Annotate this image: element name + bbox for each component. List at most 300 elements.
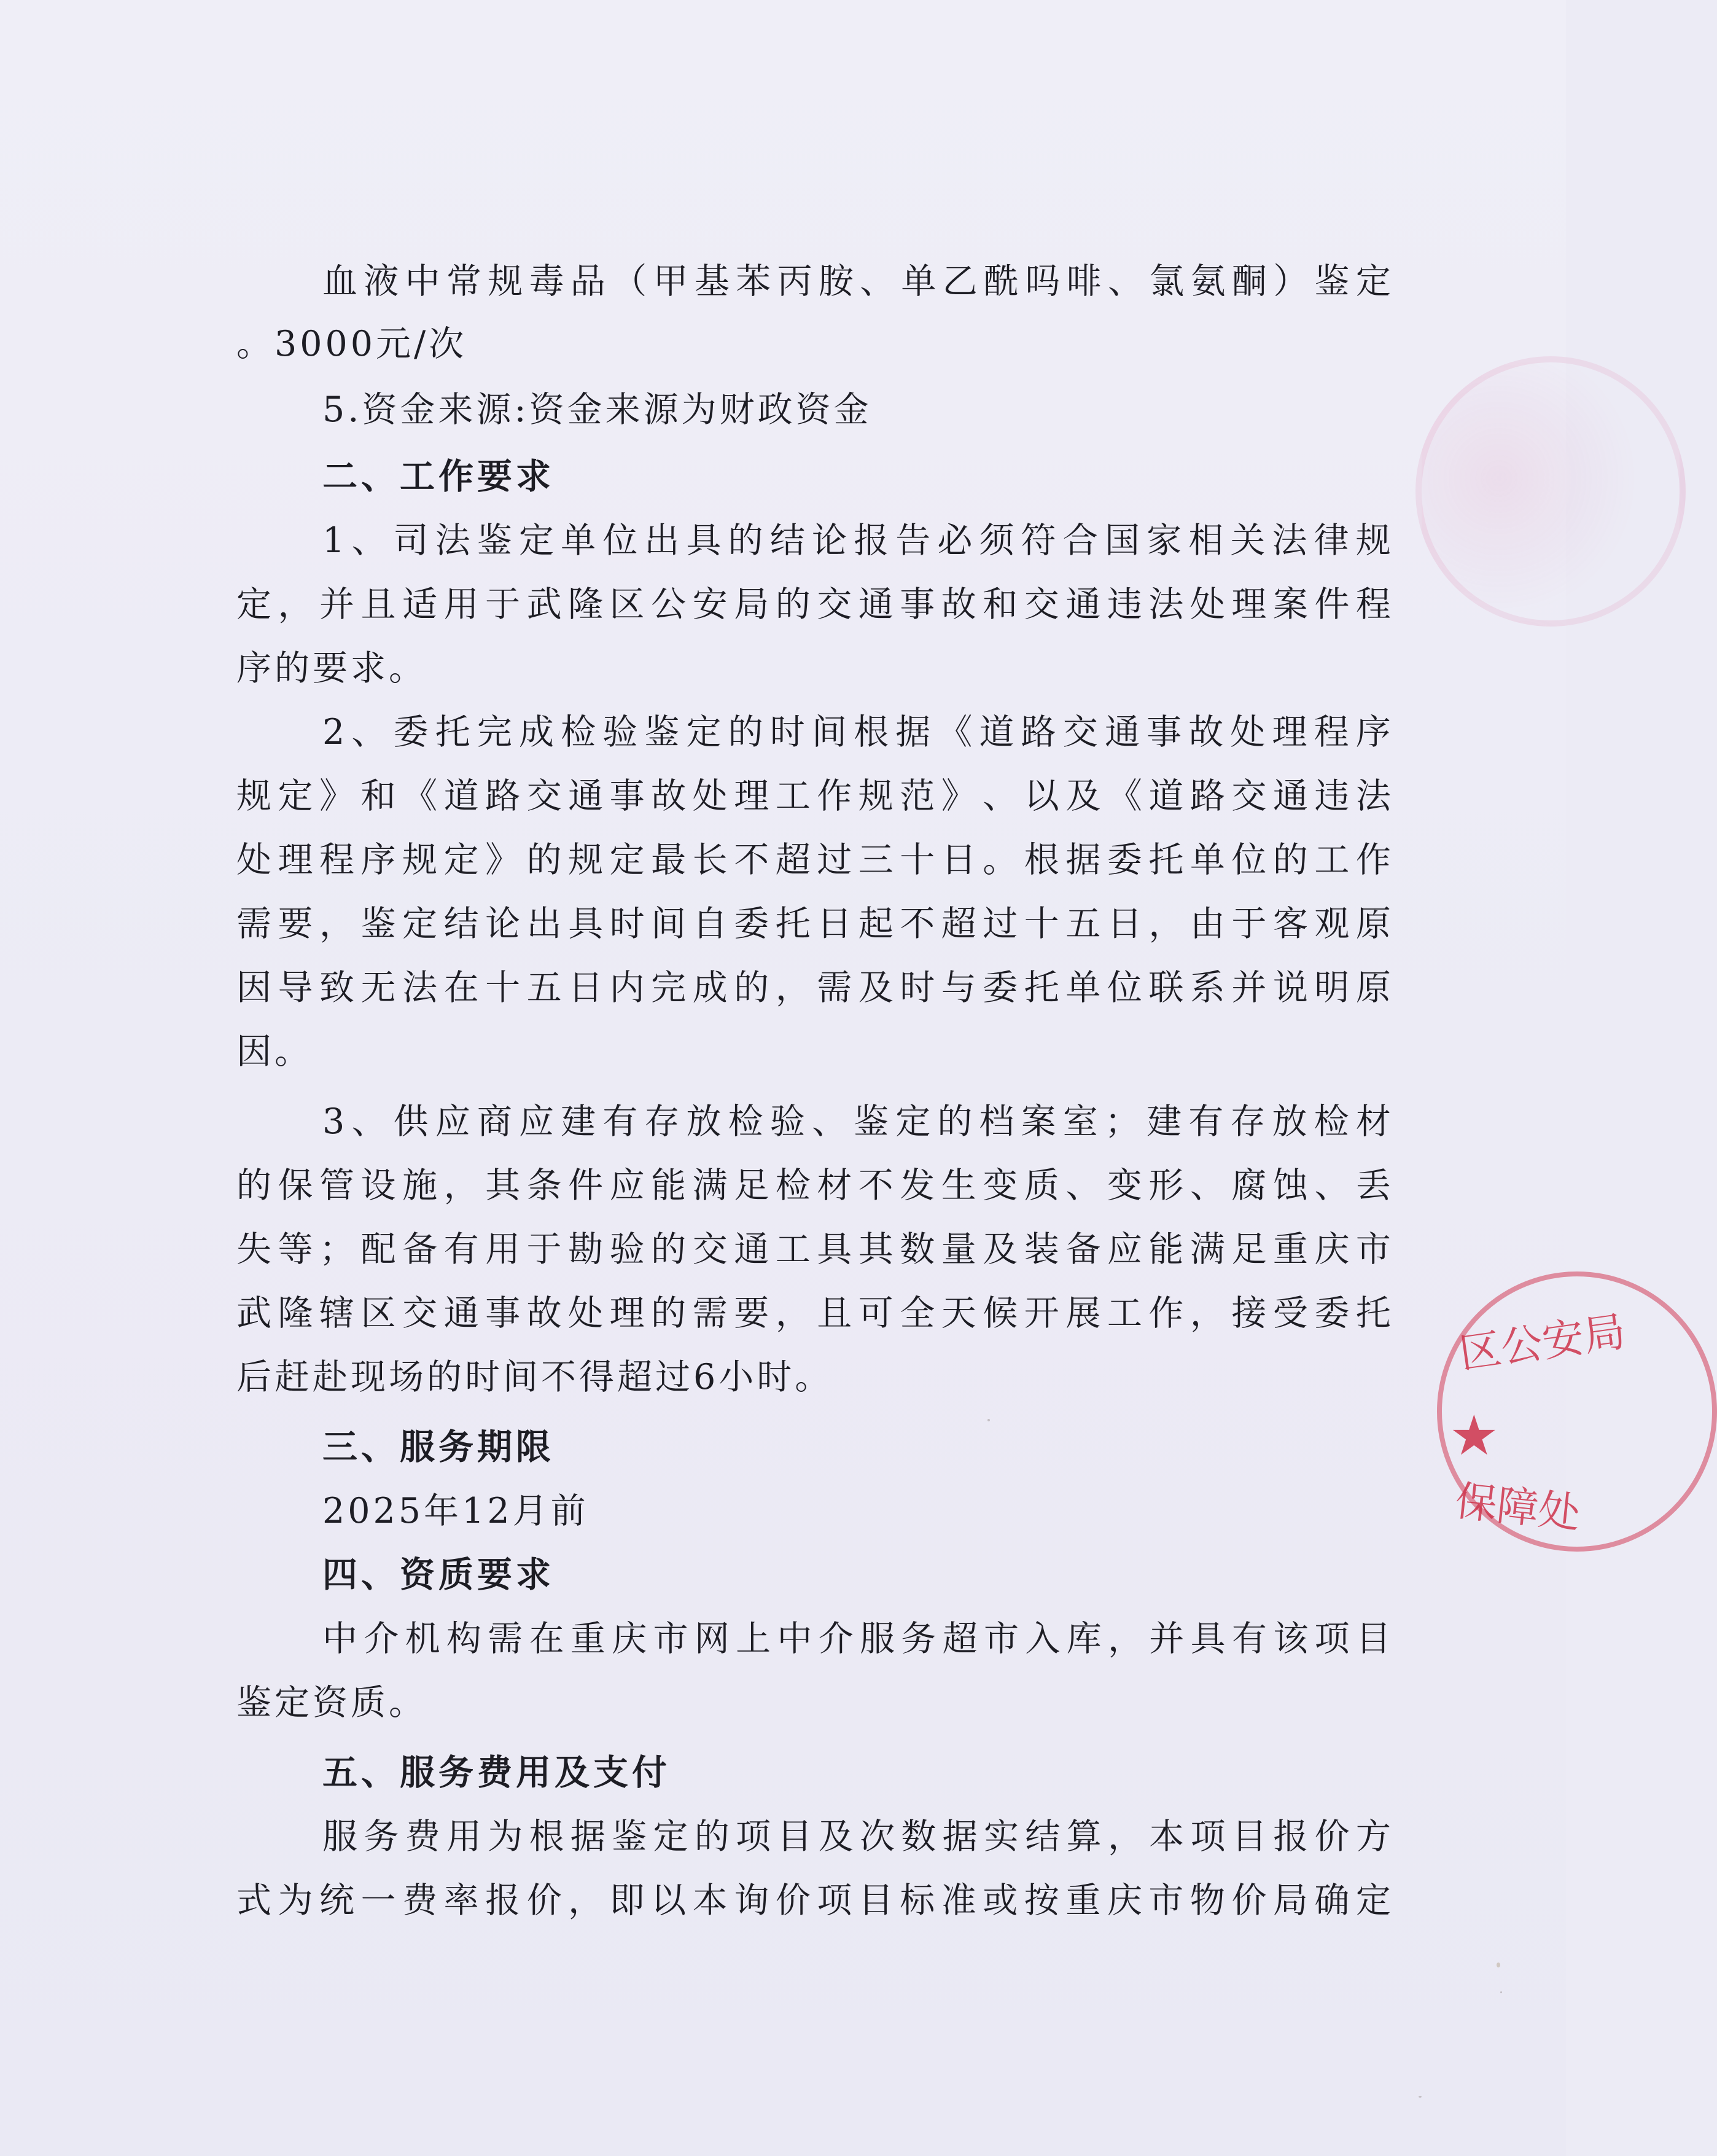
seal-text-bottom: 保障处	[1452, 1477, 1583, 1539]
text-char: 有	[1188, 1101, 1224, 1142]
text-char: 三	[858, 840, 894, 880]
text-char: 案	[1272, 584, 1308, 625]
text-char: 酰	[984, 261, 1019, 302]
text-char: 2	[322, 712, 345, 752]
text-char: 武	[236, 1293, 271, 1334]
text-line: 因。	[236, 1031, 313, 1072]
text-char: 的	[651, 1229, 687, 1270]
text-char: 足	[734, 1165, 769, 1206]
text-char: 报	[485, 1880, 521, 1921]
text-char: 相	[1188, 520, 1224, 561]
text-char: 局	[734, 584, 769, 625]
text-char: 不	[900, 904, 935, 944]
text-char: 数	[901, 1816, 936, 1857]
text-char: 定	[609, 840, 645, 880]
text-char: 展	[1065, 1293, 1101, 1334]
text-char: ）	[1273, 261, 1309, 302]
text-char: 用	[485, 1229, 521, 1270]
text-char: 位	[1107, 967, 1142, 1008]
text-char: 供	[393, 1101, 429, 1142]
text-char: 路	[1189, 776, 1225, 816]
text-char: 出	[644, 520, 680, 561]
text-char: 确	[1314, 1880, 1350, 1921]
text-char: 以	[651, 1880, 687, 1921]
text-char: 目	[1355, 1619, 1391, 1659]
text-char: ，	[1189, 1293, 1225, 1334]
text-char: 式	[236, 1880, 271, 1921]
text-char: 论	[811, 520, 847, 561]
text-char: 服	[860, 1619, 895, 1659]
text-char: 及	[1065, 776, 1101, 816]
text-char: 规	[236, 776, 271, 816]
text-line	[322, 708, 1391, 757]
text-char: 具	[686, 520, 722, 561]
text-char: 材	[1355, 1101, 1391, 1142]
text-line	[236, 1876, 1391, 1925]
seal-star-icon: ★	[1449, 1404, 1499, 1468]
text-char: 托	[1148, 840, 1184, 880]
text-char: 安	[692, 584, 728, 625]
text-char: 具	[568, 904, 604, 944]
text-char: 理	[1272, 712, 1307, 752]
text-char: 存	[1230, 1101, 1266, 1142]
text-char: 项	[736, 1816, 771, 1857]
text-char: 数	[900, 1229, 935, 1270]
text-line: 。3000元/次	[236, 324, 467, 364]
text-char: 案	[1021, 1101, 1056, 1142]
text-char: 丙	[777, 261, 812, 302]
text-char: ；	[1104, 1101, 1140, 1142]
text-char: 毒	[529, 261, 564, 302]
text-char: 范	[900, 776, 935, 816]
text-char: 作	[1355, 840, 1391, 880]
text-char: 为	[488, 1816, 523, 1857]
text-char: 托	[775, 904, 811, 944]
text-char: 应	[609, 1165, 645, 1206]
text-char: 定	[686, 712, 722, 752]
text-char: 机	[405, 1619, 440, 1659]
text-char: 验	[609, 1229, 645, 1270]
text-char: 需	[488, 1619, 523, 1659]
text-char: 程	[1314, 712, 1349, 752]
text-char: ，	[278, 584, 313, 625]
text-char: 目	[777, 1816, 812, 1857]
text-char: 规	[568, 840, 604, 880]
text-line: 序的要求。	[236, 648, 427, 689]
text-char: 市	[653, 1619, 688, 1659]
text-char: 客	[1272, 904, 1308, 944]
text-char: 市	[1148, 1880, 1184, 1921]
text-char: 处	[236, 840, 271, 880]
text-char: 等	[278, 1229, 313, 1270]
text-char: 材	[817, 1165, 852, 1206]
text-char: 交	[817, 584, 852, 625]
text-char: 天	[941, 1293, 976, 1334]
text-char: 律	[1314, 520, 1349, 561]
text-char: 及	[858, 967, 894, 1008]
text-char: 最	[651, 840, 687, 880]
text-char: 、	[983, 776, 1018, 816]
text-char: 能	[1148, 1229, 1184, 1270]
text-char: 接	[1231, 1293, 1267, 1334]
text-char: 生	[941, 1165, 976, 1206]
text-line	[236, 899, 1391, 948]
text-char: 、	[860, 261, 895, 302]
text-line	[236, 580, 1391, 629]
text-char: 酮	[1231, 261, 1267, 302]
text-char: 乙	[942, 261, 978, 302]
text-char: ，	[1107, 1816, 1143, 1857]
text-char: 其	[858, 1229, 894, 1270]
text-char: 定	[402, 904, 438, 944]
text-line: 5.资金来源:资金来源为财政资金	[322, 389, 872, 430]
text-char: 通	[734, 1229, 769, 1270]
text-char: 液	[364, 261, 399, 302]
text-char: 日	[941, 840, 976, 880]
text-char: 且	[817, 1293, 852, 1334]
text-char: 的	[694, 1816, 730, 1857]
text-char: 出	[526, 904, 562, 944]
text-char: 区	[609, 584, 645, 625]
text-char: ，	[568, 1880, 604, 1921]
text-char: 超	[942, 1619, 978, 1659]
text-char: 委	[734, 904, 769, 944]
text-char: 无	[360, 967, 396, 1008]
text-char: ，	[443, 1165, 479, 1206]
text-char: 理	[734, 776, 769, 816]
text-char: 该	[1273, 1619, 1309, 1659]
text-char: 《	[1107, 776, 1142, 816]
text-char: 应	[435, 1101, 470, 1142]
text-char: 备	[402, 1229, 438, 1270]
text-char: 于	[1231, 904, 1267, 944]
text-char: 根	[529, 1816, 564, 1857]
scan-speck	[987, 1419, 990, 1421]
text-char: 啡	[1066, 261, 1102, 302]
text-char: 《	[937, 712, 973, 752]
text-char: 档	[979, 1101, 1014, 1142]
text-char: 定	[236, 584, 271, 625]
text-char: 》	[485, 840, 521, 880]
text-char: 的	[526, 840, 562, 880]
text-char: 发	[900, 1165, 935, 1206]
text-char: 交	[1062, 712, 1098, 752]
text-char: 交	[1024, 584, 1059, 625]
text-char: 一	[360, 1880, 396, 1921]
text-char: 通	[1104, 712, 1140, 752]
text-char: 胺	[818, 261, 854, 302]
text-char: 需	[236, 904, 271, 944]
text-char: 施	[402, 1165, 438, 1206]
text-char: 重	[570, 1619, 605, 1659]
text-char: 应	[518, 1101, 554, 1142]
text-char: 关	[1230, 520, 1266, 561]
text-char: 鉴	[854, 1101, 889, 1142]
text-char: 理	[278, 840, 313, 880]
text-char: 且	[360, 584, 396, 625]
text-char: 报	[854, 520, 889, 561]
text-char: 的	[937, 1101, 973, 1142]
text-char: 设	[360, 1165, 396, 1206]
text-char: 要	[278, 904, 313, 944]
text-char: 定	[443, 840, 479, 880]
text-char: 检	[728, 1101, 763, 1142]
text-char: 价	[1314, 1816, 1350, 1857]
text-char: 及	[983, 1229, 1018, 1270]
text-char: 价	[775, 1880, 811, 1921]
text-char: 完	[651, 967, 687, 1008]
text-char: 单	[901, 261, 936, 302]
text-char: 价	[526, 1880, 562, 1921]
text-char: 件	[568, 1165, 604, 1206]
text-char: 中	[405, 261, 440, 302]
text-char: 工	[775, 776, 811, 816]
text-char: 交	[692, 1229, 728, 1270]
text-char: 故	[651, 776, 687, 816]
text-char: 于	[526, 1229, 562, 1270]
text-char: 起	[858, 904, 894, 944]
text-char: 定	[1355, 1880, 1391, 1921]
text-char: 据	[895, 712, 931, 752]
text-char: 在	[443, 967, 479, 1008]
text-char: 隆	[568, 584, 604, 625]
text-char: 足	[1231, 1229, 1267, 1270]
text-char: 道	[443, 776, 479, 816]
text-char: 吗	[1025, 261, 1061, 302]
text-char: 违	[1107, 584, 1142, 625]
text-char: 、	[351, 712, 387, 752]
text-char: 变	[1107, 1165, 1142, 1206]
text-char: 序	[1355, 712, 1391, 752]
text-line	[322, 257, 1391, 306]
text-char: 有	[602, 1101, 638, 1142]
text-line: 鉴定资质。	[236, 1682, 427, 1723]
text-char: 入	[1025, 1619, 1061, 1659]
text-line	[322, 516, 1391, 565]
text-char: 符	[1021, 520, 1056, 561]
text-char: 具	[817, 1229, 852, 1270]
text-char: ，	[319, 904, 355, 944]
text-char: 、	[1314, 1165, 1350, 1206]
text-char: 与	[941, 967, 976, 1008]
text-char: 配	[360, 1229, 396, 1270]
text-char: 并	[1149, 1619, 1185, 1659]
text-char: 通	[568, 776, 604, 816]
text-char: 的	[775, 584, 811, 625]
text-char: 常	[446, 261, 481, 302]
text-char: 定	[1355, 261, 1391, 302]
text-char: 据	[570, 1816, 605, 1857]
text-char: 本	[692, 1880, 728, 1921]
scan-speck	[1497, 1963, 1500, 1967]
text-char: 品	[570, 261, 605, 302]
text-char: 区	[360, 1293, 396, 1334]
text-char: 法	[1355, 776, 1391, 816]
text-char: 规	[402, 840, 438, 880]
text-char: 单	[1189, 840, 1225, 880]
text-char: 公	[651, 584, 687, 625]
text-char: 作	[817, 776, 852, 816]
text-char: 违	[1314, 776, 1350, 816]
text-char: 定	[278, 776, 313, 816]
text-char: 满	[1189, 1229, 1225, 1270]
text-char: 实	[984, 1816, 1019, 1857]
text-char: 按	[1024, 1880, 1059, 1921]
text-char: 十	[1024, 904, 1059, 944]
seal-text-top: 区公安局	[1456, 1307, 1629, 1379]
text-char: 位	[602, 520, 638, 561]
text-char: 市	[1355, 1229, 1391, 1270]
text-char: ；	[319, 1229, 355, 1270]
text-char: 时	[609, 904, 645, 944]
text-char: 鉴	[644, 712, 680, 752]
text-char: 告	[895, 520, 931, 561]
text-char: 需	[817, 967, 852, 1008]
text-char: 处	[1230, 712, 1266, 752]
text-char: （	[612, 261, 647, 302]
text-char: 间	[811, 712, 847, 752]
text-char: 次	[860, 1816, 895, 1857]
text-char: 放	[686, 1101, 722, 1142]
text-char: 市	[984, 1619, 1019, 1659]
text-char: 中	[322, 1619, 357, 1659]
text-char: 可	[858, 1293, 894, 1334]
text-char: 满	[692, 1165, 728, 1206]
text-char: 验	[602, 712, 638, 752]
text-char: 道	[979, 712, 1014, 752]
text-char: 的	[1272, 840, 1308, 880]
text-char: 由	[1189, 904, 1225, 944]
text-char: 算	[1066, 1816, 1102, 1857]
text-char: 3	[322, 1101, 345, 1142]
text-char: 甲	[653, 261, 688, 302]
text-char: 委	[1107, 840, 1142, 880]
text-char: 工	[1314, 840, 1350, 880]
text-char: 通	[1065, 584, 1101, 625]
text-char: 》	[319, 776, 355, 816]
text-char: 委	[983, 967, 1018, 1008]
text-char: 联	[1148, 967, 1184, 1008]
text-char: 理	[1231, 584, 1267, 625]
text-char: 通	[858, 584, 894, 625]
text-char: 鉴	[612, 1816, 647, 1857]
text-line	[236, 835, 1391, 885]
text-char: 工	[775, 1229, 811, 1270]
text-char: 鉴	[477, 520, 512, 561]
text-char: 或	[983, 1880, 1018, 1921]
text-char: 备	[1065, 1229, 1101, 1270]
text-char: 在	[529, 1619, 564, 1659]
text-char: 超	[941, 904, 976, 944]
text-line: 2025年12月前	[322, 1491, 589, 1531]
text-line	[236, 1225, 1391, 1274]
text-char: 法	[435, 520, 470, 561]
text-line: 后赶赴现场的时间不得超过6小时。	[236, 1357, 833, 1397]
text-char: 托	[1355, 1293, 1391, 1334]
text-char: 庆	[1314, 1229, 1350, 1270]
text-char: 管	[319, 1165, 355, 1206]
text-char: 家	[1147, 520, 1182, 561]
text-char: 故	[1188, 712, 1224, 752]
text-char: 根	[1024, 840, 1059, 880]
text-char: 中	[777, 1619, 812, 1659]
text-char: 检	[1314, 1101, 1349, 1142]
text-char: 序	[360, 840, 396, 880]
text-char: 务	[901, 1619, 936, 1659]
text-char: 1	[322, 520, 345, 561]
text-char: 致	[319, 967, 355, 1008]
text-line	[236, 1161, 1391, 1210]
text-char: ，	[1148, 904, 1184, 944]
text-char: 委	[393, 712, 429, 752]
text-char: 据	[942, 1816, 978, 1857]
text-char: 能	[651, 1165, 687, 1206]
text-line	[322, 1812, 1391, 1861]
text-char: 交	[402, 1293, 438, 1334]
text-char: 通	[1272, 776, 1308, 816]
text-char: 、	[811, 1101, 847, 1142]
section-heading: 四、资质要求	[322, 1555, 555, 1595]
text-char: 五	[1065, 904, 1101, 944]
text-char: 验	[769, 1101, 805, 1142]
text-char: 故	[941, 584, 976, 625]
text-char: 规	[1355, 520, 1391, 561]
text-char: 《	[402, 776, 438, 816]
text-char: 建	[1147, 1101, 1182, 1142]
text-char: 的	[728, 712, 763, 752]
text-char: 故	[526, 1293, 562, 1334]
text-char: 单	[561, 520, 596, 561]
text-line	[236, 771, 1391, 821]
text-char: 并	[319, 584, 355, 625]
text-char: 勘	[568, 1229, 604, 1270]
text-char: 事	[900, 584, 935, 625]
text-char: 道	[1148, 776, 1184, 816]
text-char: 氯	[1149, 261, 1185, 302]
text-char: 库	[1066, 1619, 1102, 1659]
text-char: 条	[526, 1165, 562, 1206]
text-char: 和	[983, 584, 1018, 625]
text-char: 说	[1272, 967, 1308, 1008]
text-char: 作	[1148, 1293, 1184, 1334]
text-char: 、	[1065, 1165, 1101, 1206]
text-char: 时	[900, 967, 935, 1008]
scan-speck	[1500, 1991, 1502, 1993]
text-char: 导	[278, 967, 313, 1008]
text-char: 基	[694, 261, 730, 302]
text-char: 法	[402, 967, 438, 1008]
section-heading: 五、服务费用及支付	[322, 1752, 671, 1793]
text-char: 路	[1021, 712, 1056, 752]
faint-seal-top	[1415, 356, 1686, 627]
text-char: 过	[817, 840, 852, 880]
text-char: 介	[364, 1619, 399, 1659]
text-char: 明	[1314, 967, 1350, 1008]
text-char: 处	[568, 1293, 604, 1334]
text-char: 受	[1272, 1293, 1308, 1334]
text-char: 即	[609, 1880, 645, 1921]
text-char: 有	[1231, 1619, 1267, 1659]
text-char: 程	[1355, 584, 1391, 625]
text-char: 及	[818, 1816, 854, 1857]
text-char: 检	[775, 1165, 811, 1206]
text-char: 处	[1189, 584, 1225, 625]
text-char: 介	[818, 1619, 854, 1659]
text-char: 原	[1355, 904, 1391, 944]
text-char: 须	[979, 520, 1014, 561]
text-char: 丢	[1355, 1165, 1391, 1206]
text-line	[236, 963, 1391, 1012]
